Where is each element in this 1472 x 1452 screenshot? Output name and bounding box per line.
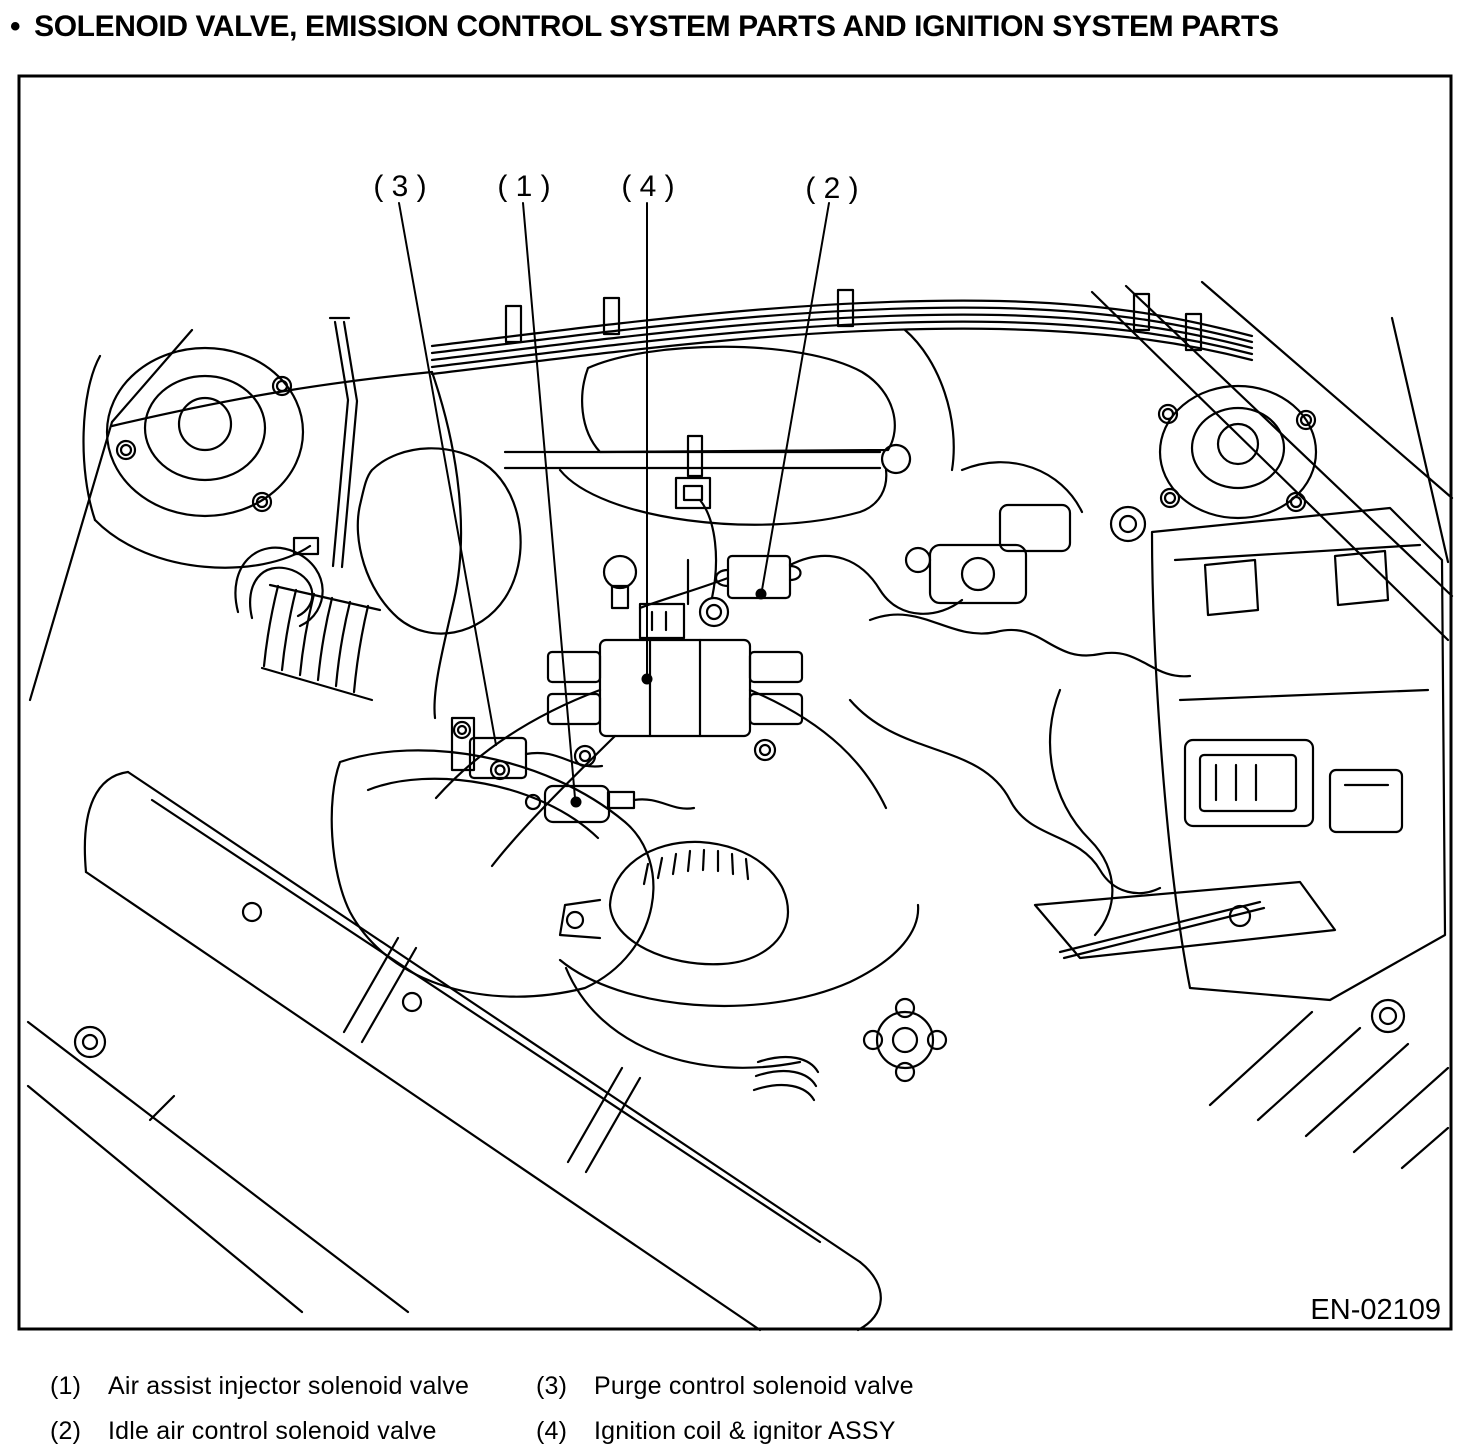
figure-code: EN-02109 <box>1310 1294 1441 1326</box>
callout-label-4: ( 4 ) <box>621 170 675 203</box>
page-title-text: SOLENOID VALVE, EMISSION CONTROL SYSTEM PARTS AND IGNITION SYSTEM PARTS <box>34 10 1279 43</box>
callout-label-1: ( 1 ) <box>497 170 551 203</box>
legend-ref-1: (1) <box>50 1372 82 1400</box>
legend-label-2: Idle air control solenoid valve <box>108 1417 437 1445</box>
legend-ref-3: (3) <box>536 1372 568 1400</box>
legend-label-4: Ignition coil & ignitor ASSY <box>594 1417 896 1445</box>
diagram-border <box>19 76 1451 1329</box>
callout-label-2: ( 2 ) <box>805 172 859 205</box>
callout-label-3: ( 3 ) <box>373 170 427 203</box>
legend-item-1 <box>50 1372 469 1401</box>
legend-ref-4: (4) <box>536 1417 568 1445</box>
callout-dot-2 <box>756 589 767 600</box>
title-bullet-icon: • <box>10 10 21 43</box>
callout-dot-1 <box>571 797 582 808</box>
legend-ref-2: (2) <box>50 1417 82 1445</box>
callout-dot-4 <box>642 674 653 685</box>
legend-label-1: Air assist injector solenoid valve <box>108 1372 470 1400</box>
legend-item-3 <box>536 1372 914 1401</box>
legend-item-4 <box>536 1417 896 1446</box>
legend-label-3: Purge control solenoid valve <box>594 1372 914 1400</box>
legend-item-2 <box>50 1417 437 1446</box>
